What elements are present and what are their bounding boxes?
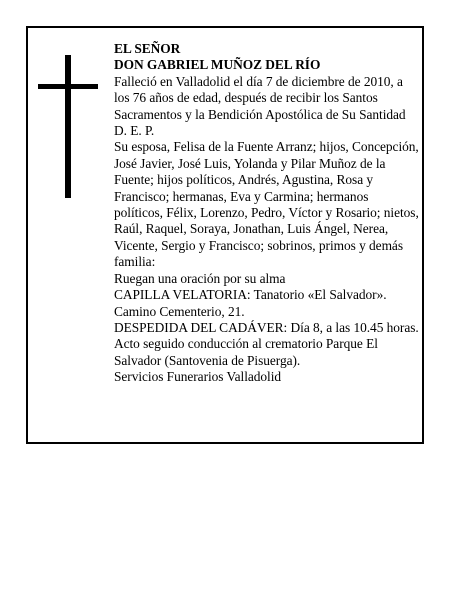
obituary-notice: [26, 26, 424, 444]
cross-vertical-bar: [65, 55, 71, 198]
cross-horizontal-bar: [38, 84, 98, 89]
prayer-request: Ruegan una oración por su alma: [114, 270, 286, 286]
notice-title: EL SEÑOR: [114, 41, 181, 56]
death-details: Falleció en Valladolid el día 7 de diciembre de 2010, a los 76 años de edad, después de recibir los Santos Sacramentos y la Bendición Apostólica de Su Santidad: [114, 73, 406, 122]
cross-icon: [38, 55, 98, 198]
notice-body: [114, 41, 420, 386]
chapel-info: CAPILLA VELATORIA: Tanatorio «El Salvador». Camino Cementerio, 21.: [114, 287, 387, 319]
deceased-name: DON GABRIEL MUÑOZ DEL RÍO: [114, 57, 321, 73]
funeral-services: Servicios Funerarios Valladolid: [114, 369, 282, 385]
rest-in-peace: D. E. P.: [114, 123, 155, 139]
farewell-info: DESPEDIDA DEL CADÁVER: Día 8, a las 10.45 horas. Acto seguido conducción al crematorio Parque El Salvador (Santovenia de Pisuerga).: [114, 319, 419, 368]
family-list: Su esposa, Felisa de la Fuente Arranz; hijos, Concepción, José Javier, José Luis, Yolanda y Pilar Muñoz de la Fuente; hijos políticos, Andrés, Agustina, Rosa y Francisco; hermanas, Eva y Carmina; hermanos políticos, Félix, Lorenzo, Pedro, Víctor y Rosario; nietos, Raúl, Raquel, Soraya, Jonathan, Luis Ángel, Nerea, Vicente, Sergio y Francisco; sobrinos, primos y demás familia:: [114, 139, 419, 270]
